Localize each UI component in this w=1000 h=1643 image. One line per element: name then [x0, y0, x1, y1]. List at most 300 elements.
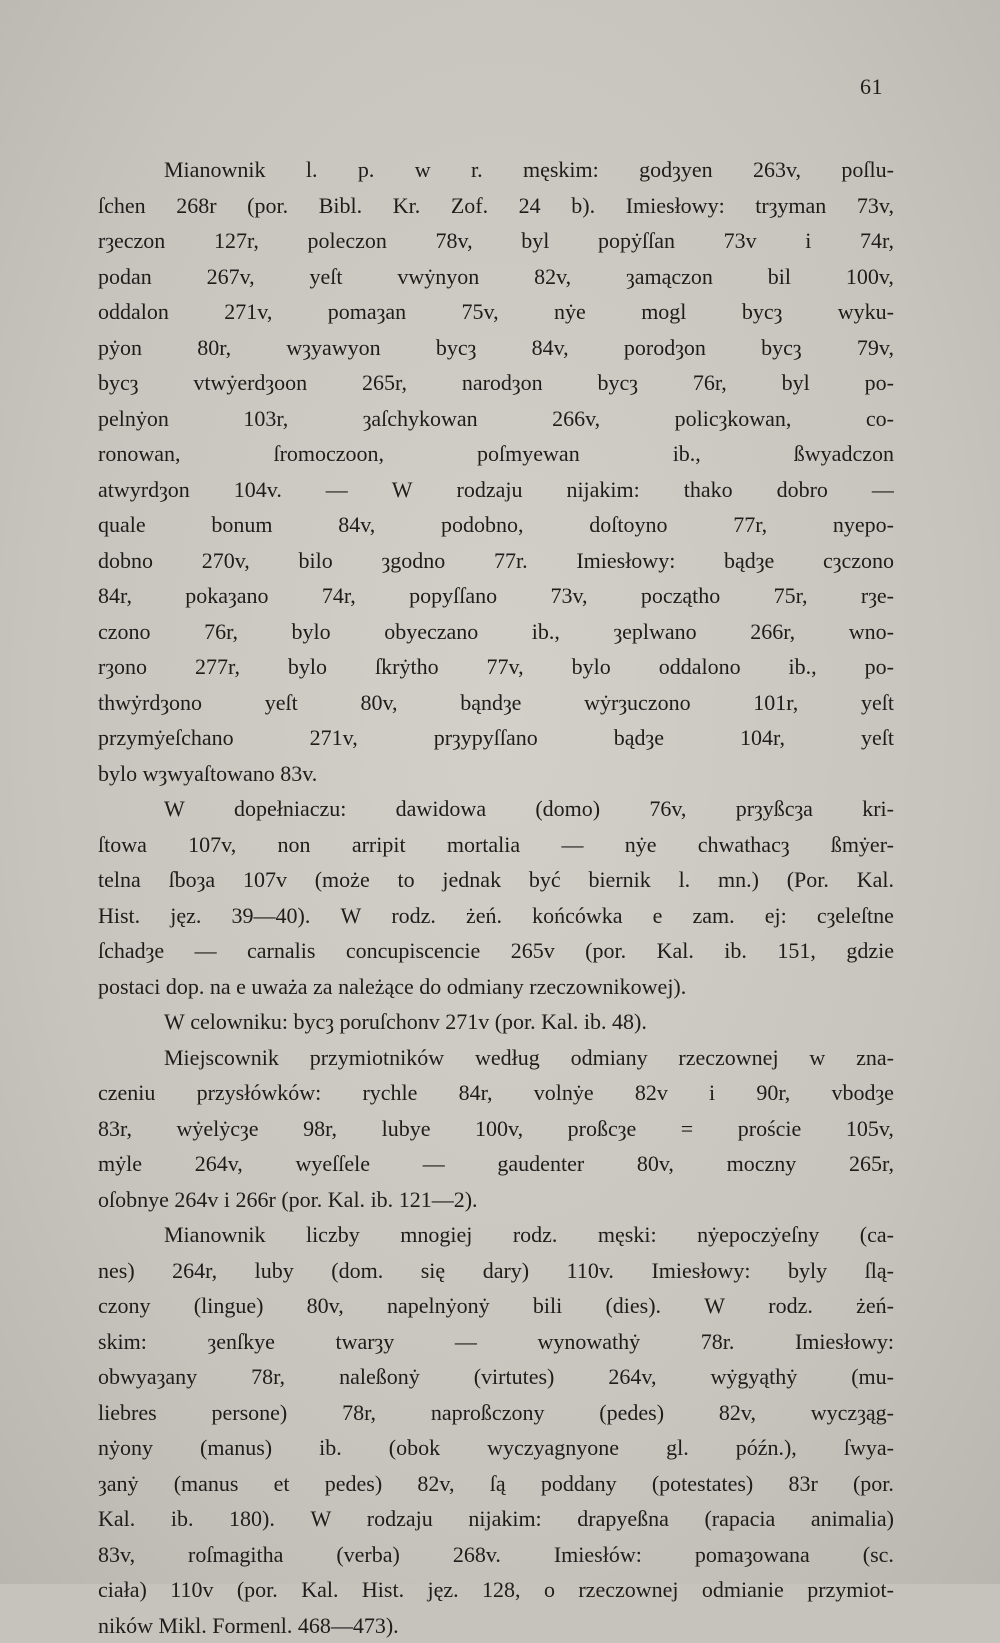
word: obwyaȝany [98, 1359, 197, 1395]
word: Kal. [328, 1182, 371, 1218]
word: ronowan, [98, 436, 180, 472]
text-line [98, 188, 894, 224]
word: bylo [292, 614, 331, 650]
word: biernik [588, 862, 650, 898]
word: ȝgodno [382, 543, 446, 579]
word: quale [98, 507, 146, 543]
word: 77r. [494, 543, 528, 579]
text-line [98, 1395, 894, 1431]
word: gaudenter [497, 1146, 584, 1182]
word: nes) [98, 1253, 135, 1289]
word: 78v, [436, 223, 473, 259]
word: ſą [490, 1466, 506, 1502]
text-line [98, 933, 894, 969]
word: 127r, [214, 223, 259, 259]
word: luby [255, 1253, 294, 1289]
word: Mianownik [164, 1217, 265, 1253]
word: (por. [281, 1182, 327, 1218]
word: Mianownik [164, 152, 265, 188]
page-number: 61 [860, 74, 883, 100]
word: thwẏrdȝono [98, 685, 202, 721]
text-line [98, 436, 894, 472]
word: e [236, 969, 251, 1005]
word: e [653, 898, 663, 934]
text-body [98, 152, 894, 1643]
word: et [274, 1466, 290, 1502]
word: 266v, [552, 401, 600, 437]
word: końcówka [532, 898, 622, 934]
text-line [98, 1359, 894, 1395]
word: i [224, 1182, 236, 1218]
word: 83v. [280, 756, 317, 792]
text-line [98, 401, 894, 437]
word: kri- [862, 791, 894, 827]
word: poſmyewan [477, 436, 580, 472]
word: Hist. [362, 1572, 404, 1608]
word: ßmẏer- [831, 827, 894, 863]
word: W [310, 1501, 331, 1537]
word: rȝeczon [98, 223, 165, 259]
word: oddalono [659, 649, 741, 685]
word: ſboȝa [169, 862, 216, 898]
text-line [98, 1608, 894, 1643]
word: volnẏe [534, 1075, 594, 1111]
word: mortalia [447, 827, 520, 863]
word: pelnẏon [98, 401, 169, 437]
word: się [421, 1253, 445, 1289]
word: ſkrẏtho [375, 649, 439, 685]
word: 268v. [453, 1537, 501, 1573]
text-line [98, 330, 894, 366]
text-line [98, 614, 894, 650]
word: (rapacia [704, 1501, 775, 1537]
word: W [392, 472, 413, 508]
word: poſlu- [841, 152, 894, 188]
word: 90r, [756, 1075, 790, 1111]
word: 76v, [649, 791, 686, 827]
word: gl. [666, 1430, 689, 1466]
word: mn.) [718, 862, 759, 898]
text-line [98, 1324, 894, 1360]
word: bycȝ [742, 294, 782, 330]
word: Imiesłowy: [576, 543, 675, 579]
word: 83r, [98, 1111, 132, 1147]
word: narodȝon [462, 365, 543, 401]
word: 48). [612, 1004, 647, 1040]
word: l. [306, 152, 318, 188]
word: to [398, 862, 415, 898]
word: wyczȝąg- [811, 1395, 894, 1431]
word: 84r, [98, 578, 132, 614]
text-line [98, 685, 894, 721]
text-line [98, 720, 894, 756]
word: 82v, [417, 1466, 454, 1502]
word: carnalis [247, 933, 315, 969]
word: 83v, [98, 1537, 135, 1573]
word: 151, [777, 933, 816, 969]
word: Mikl. [159, 1608, 213, 1643]
word: policȝkowan, [675, 401, 792, 437]
text-line [98, 1040, 894, 1076]
word: żeń- [856, 1288, 894, 1324]
word: godȝyen [639, 152, 712, 188]
word: przymiot- [807, 1572, 894, 1608]
word: w [809, 1040, 825, 1076]
word: byl [521, 223, 549, 259]
word: 80v, [637, 1146, 674, 1182]
word: 82v [635, 1075, 668, 1111]
word: 105v, [846, 1111, 894, 1147]
word: bili [533, 1288, 562, 1324]
word: bycȝ [294, 1004, 340, 1040]
word: 265v [511, 933, 555, 969]
word: ib. [371, 1182, 399, 1218]
word: wẏgyąthẏ [710, 1359, 797, 1395]
word: pomaȝan [328, 294, 406, 330]
word: ȝanẏ [98, 1466, 138, 1502]
word: (verba) [336, 1537, 400, 1573]
word: (por. [247, 188, 288, 224]
word: rodzaju [367, 1501, 433, 1537]
word: 75v, [462, 294, 499, 330]
word: podan [98, 259, 152, 295]
word: pomaȝowana [695, 1537, 810, 1573]
word: Kr. [393, 188, 421, 224]
word: skim: [98, 1324, 147, 1360]
word: poleczon [308, 223, 387, 259]
word: 264v [174, 1182, 224, 1218]
word: ib. [171, 1501, 194, 1537]
word: 264v, [608, 1359, 656, 1395]
word: pokaȝano [185, 578, 268, 614]
word: nẏe [554, 294, 586, 330]
word: wẏelẏcȝe [177, 1111, 259, 1147]
word: oſobnye [98, 1182, 174, 1218]
word: 271v [445, 1004, 495, 1040]
word: 83r [788, 1466, 817, 1502]
word: mnogiej [400, 1217, 472, 1253]
word: ȝeplwano [613, 614, 696, 650]
word: 78r. [701, 1324, 735, 1360]
word: 263v, [753, 152, 801, 188]
word: 82v, [534, 259, 571, 295]
word: bycȝ [597, 365, 637, 401]
text-line [98, 472, 894, 508]
word: chwathacȝ [698, 827, 790, 863]
word: napelnẏonẏ [387, 1288, 490, 1324]
word: — [455, 1324, 477, 1360]
word: prȝyßcȝa [736, 791, 813, 827]
word: wẏrȝuczono [584, 685, 690, 721]
word: yeſt [861, 685, 894, 721]
word: rzeczownikowej). [529, 969, 686, 1005]
word: popẏſſan [598, 223, 675, 259]
word: ib. [724, 933, 747, 969]
word: wno- [849, 614, 894, 650]
word: ßwyadczon [794, 436, 894, 472]
word: wȝwyaſtowano [143, 756, 281, 792]
word: przysłówków: [197, 1075, 322, 1111]
word: 107v, [188, 827, 236, 863]
word: 103r, [243, 401, 288, 437]
word: (potestates) [652, 1466, 753, 1502]
word: 78r, [251, 1359, 285, 1395]
word: jęz. [427, 1572, 458, 1608]
word: co- [866, 401, 894, 437]
word: nyepo- [833, 507, 894, 543]
word: W [164, 791, 185, 827]
word: 266r, [750, 614, 795, 650]
word: ników [98, 1608, 159, 1643]
word: = [681, 1111, 693, 1147]
text-line [98, 969, 894, 1005]
word: naleßonẏ [339, 1359, 420, 1395]
word: 100v, [846, 259, 894, 295]
word: 271v, [224, 294, 272, 330]
word: 24 [519, 188, 541, 224]
word: ib. [319, 1430, 342, 1466]
word: dary) [483, 1253, 529, 1289]
text-line [98, 543, 894, 579]
word: nijakim: [566, 472, 639, 508]
word: po- [865, 365, 894, 401]
text-line [98, 1288, 894, 1324]
text-line [98, 1111, 894, 1147]
word: ib., [673, 436, 701, 472]
word: 277r, [195, 649, 240, 685]
word: zna- [856, 1040, 894, 1076]
word: — [195, 933, 217, 969]
text-line [98, 1004, 894, 1040]
word: o [544, 1572, 555, 1608]
word: bycȝ [98, 365, 138, 401]
word: vwẏnyon [397, 259, 479, 295]
word: ſtowa [98, 827, 147, 863]
word: bilo [299, 543, 333, 579]
word: według [475, 1040, 540, 1076]
word: p. [358, 152, 375, 188]
word: (pedes) [599, 1395, 664, 1431]
word: 267v, [207, 259, 255, 295]
text-line [98, 152, 894, 188]
word: rychle [362, 1075, 417, 1111]
word: ȝamączon [626, 259, 713, 295]
word: — [872, 472, 894, 508]
word: (sc. [863, 1537, 894, 1573]
text-line [98, 791, 894, 827]
word: ciała) [98, 1572, 147, 1608]
word: wynowathẏ [537, 1324, 640, 1360]
word: (Por. [787, 862, 829, 898]
word: 80v, [360, 685, 397, 721]
word: ib. [584, 1004, 612, 1040]
word: (mu- [851, 1359, 894, 1395]
word: 84r, [459, 1075, 493, 1111]
word: Kal. [857, 862, 894, 898]
word: dobro [777, 472, 828, 508]
text-line [98, 1182, 894, 1218]
word: 121—2). [399, 1182, 478, 1218]
word: w [415, 152, 431, 188]
word: 264v, [195, 1146, 243, 1182]
text-line [98, 898, 894, 934]
word: bylo [572, 649, 611, 685]
word: lubye [382, 1111, 431, 1147]
word: ſchadȝe [98, 933, 164, 969]
word: 100v, [475, 1111, 523, 1147]
word: dawidowa [396, 791, 486, 827]
word: uważa [251, 969, 313, 1005]
word: ſromoczoon, [273, 436, 384, 472]
word: Kal. [657, 933, 694, 969]
word: dopełniaczu: [234, 791, 346, 827]
word: 74r, [860, 223, 894, 259]
word: Imiesłowy: [626, 188, 725, 224]
word: (dom. [331, 1253, 383, 1289]
word: męskim: [523, 152, 599, 188]
word: wyeſſele [295, 1146, 370, 1182]
word: vtwẏerdȝoon [193, 365, 307, 401]
word: zam. [693, 898, 735, 934]
word: trȝyman [755, 188, 826, 224]
word: wyku- [838, 294, 894, 330]
text-line [98, 223, 894, 259]
word: poruſchonv [340, 1004, 446, 1040]
word: początho [641, 578, 720, 614]
word: 468—473). [298, 1608, 399, 1643]
word: 98r, [303, 1111, 337, 1147]
word: czony [98, 1288, 151, 1324]
text-line [98, 1466, 894, 1502]
word: 39—40). [232, 898, 311, 934]
text-line [98, 1217, 894, 1253]
word: rzeczownej [578, 1572, 678, 1608]
word: porodȝon [624, 330, 706, 366]
word: yeſt [861, 720, 894, 756]
word: (por. [585, 933, 626, 969]
word: l. [679, 862, 691, 898]
word: 76r, [693, 365, 727, 401]
word: po- [865, 649, 894, 685]
word: należące [338, 969, 419, 1005]
word: popyſſano [409, 578, 497, 614]
word: bylo [288, 649, 327, 685]
text-line [98, 578, 894, 614]
word: czono [98, 614, 151, 650]
word: — [326, 472, 348, 508]
word: bąndȝe [460, 685, 521, 721]
word: być [529, 862, 561, 898]
word: ib., [532, 614, 560, 650]
word: (dies). [605, 1288, 661, 1324]
word: telna [98, 862, 141, 898]
text-line [98, 756, 894, 792]
word: 265r, [849, 1146, 894, 1182]
word: 180). [229, 1501, 275, 1537]
word: (obok [389, 1430, 440, 1466]
word: (manus) [200, 1430, 272, 1466]
word: W [704, 1288, 725, 1324]
word: atwyrdȝon [98, 472, 190, 508]
word: ib., [789, 649, 817, 685]
word: 82v, [719, 1395, 756, 1431]
text-line [98, 1146, 894, 1182]
word: (domo) [535, 791, 600, 827]
word: (ca- [860, 1217, 894, 1253]
word: 79v, [857, 330, 894, 366]
word: moczny [727, 1146, 797, 1182]
word: b). [571, 188, 595, 224]
word: (manus [174, 1466, 239, 1502]
word: Imiesłów: [554, 1537, 642, 1573]
word: (por. [495, 1004, 541, 1040]
word: vbodȝe [831, 1075, 893, 1111]
word: proßcȝe [568, 1111, 637, 1147]
word: 76r, [204, 614, 238, 650]
word: mogl [641, 294, 686, 330]
word: nijakim: [468, 1501, 541, 1537]
word: pedes) [325, 1466, 382, 1502]
text-line [98, 294, 894, 330]
word: 80r, [197, 330, 231, 366]
word: dobno [98, 543, 153, 579]
word: mẏle [98, 1146, 142, 1182]
word: za [313, 969, 338, 1005]
word: Imiesłowy: [651, 1253, 750, 1289]
word: bylo [98, 756, 143, 792]
word: odmiany [447, 969, 530, 1005]
word: 78r, [342, 1395, 376, 1431]
word: nẏe [625, 827, 657, 863]
word: twarȝy [335, 1324, 394, 1360]
word: Kal. [301, 1572, 338, 1608]
word: gdzie [846, 933, 894, 969]
word: 271v, [310, 720, 358, 756]
word: Imiesłowy: [795, 1324, 894, 1360]
word: rodz. [768, 1288, 813, 1324]
word: yeſt [265, 685, 298, 721]
word: Hist. [98, 898, 140, 934]
word: 101r, [753, 685, 798, 721]
word: bycȝ [761, 330, 801, 366]
word: persone) [211, 1395, 287, 1431]
word: animalia) [811, 1501, 894, 1537]
word: prȝypyſſano [434, 720, 538, 756]
word: ſchen [98, 188, 146, 224]
word: W [340, 898, 361, 934]
word: ȝaſchykowan [363, 401, 478, 437]
word: pẏon [98, 330, 142, 366]
word: 75r, [774, 578, 808, 614]
word: 104v. [234, 472, 282, 508]
word: byly [788, 1253, 827, 1289]
word: nẏony [98, 1430, 153, 1466]
word: (por. [237, 1572, 278, 1608]
word: concupiscencie [346, 933, 480, 969]
word: 266r [236, 1182, 282, 1218]
word: ȝenſkye [208, 1324, 275, 1360]
word: Kal. [98, 1501, 135, 1537]
word: 128, [482, 1572, 521, 1608]
word: liebres [98, 1395, 157, 1431]
word: 107v [243, 862, 287, 898]
word: (może [315, 862, 370, 898]
word: 104r, [740, 720, 785, 756]
word: Formenl. [212, 1608, 298, 1643]
word: Zof. [451, 188, 488, 224]
word: rȝono [98, 649, 147, 685]
word: do [419, 969, 447, 1005]
